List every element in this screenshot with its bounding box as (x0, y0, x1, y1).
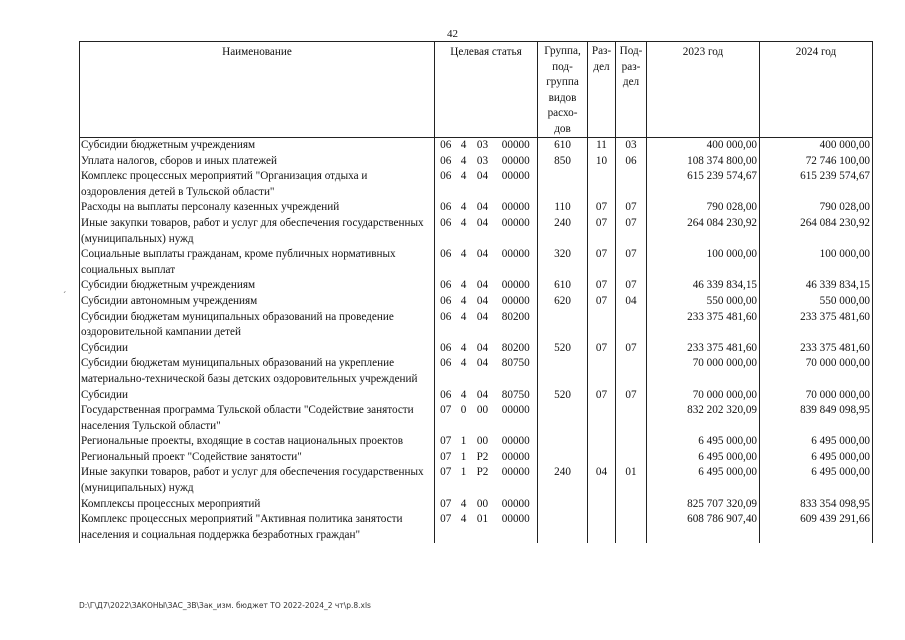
subsection: 03 (616, 138, 647, 154)
target-subprogram: 1 (460, 435, 467, 448)
expense-group: 610 (538, 278, 588, 294)
target-code: 00000 (495, 138, 538, 154)
expense-group: 520 (538, 388, 588, 404)
target-program: 07 (435, 403, 457, 434)
expense-group: 240 (538, 216, 588, 247)
section (588, 450, 616, 466)
target-code: 80750 (501, 388, 530, 401)
expense-group (538, 403, 588, 434)
target-subprogram: 1 (460, 466, 467, 479)
target-subprogram: 0 (460, 404, 467, 417)
table-row (80, 200, 873, 216)
expense-group: 850 (538, 154, 588, 170)
expense-group: 110 (538, 200, 588, 216)
table-row (80, 465, 873, 496)
target-event: 04 (476, 341, 489, 354)
target-event: 04 (476, 388, 489, 401)
amount-2023: 608 786 907,40 (647, 512, 760, 543)
header-line: расхо- (547, 107, 578, 119)
target-program: 06 (435, 341, 457, 357)
expense-group (538, 497, 588, 513)
amount-2023: 400 000,00 (647, 138, 760, 154)
row-name: Уплата налогов, сборов и иных платежей (81, 154, 277, 167)
header-2023: 2023 год (647, 42, 760, 138)
header-group (538, 42, 588, 138)
target-program: 07 (435, 497, 457, 513)
amount-2024: 550 000,00 (760, 294, 873, 310)
amount-2023: 70 000 000,00 (647, 356, 760, 387)
target-code: 80750 (501, 357, 530, 370)
amount-2023: 233 375 481,60 (647, 341, 760, 357)
row-name: Субсидии (81, 388, 128, 401)
subsection (616, 356, 647, 387)
subsection (616, 434, 647, 450)
target-program: 06 (435, 216, 457, 247)
expense-group (538, 434, 588, 450)
target-event: 04 (476, 357, 489, 370)
target-event: 03 (471, 138, 495, 154)
section: 07 (588, 247, 616, 278)
header-line: под- (552, 60, 573, 73)
table-row (80, 341, 873, 357)
subsection (616, 512, 647, 543)
subsection: 07 (616, 200, 647, 216)
header-line: раз- (621, 60, 641, 73)
amount-2024: 6 495 000,00 (760, 465, 873, 496)
target-subprogram: 4 (460, 201, 467, 214)
section (588, 403, 616, 434)
target-subprogram: 4 (460, 294, 467, 307)
target-subprogram: 4 (460, 216, 467, 229)
subsection (616, 310, 647, 341)
subsection (616, 169, 647, 200)
amount-2023: 615 239 574,67 (647, 169, 760, 200)
target-subprogram: 4 (460, 154, 467, 167)
target-event: 00 (476, 404, 489, 417)
target-code: 00000 (501, 294, 530, 307)
target-subprogram: 4 (460, 341, 467, 354)
target-program: 07 (435, 434, 457, 450)
amount-2024: 609 439 291,66 (760, 512, 873, 543)
expense-group: 240 (538, 465, 588, 496)
amount-2023: 6 495 000,00 (647, 450, 760, 466)
section (588, 434, 616, 450)
target-code: 00000 (501, 513, 530, 526)
section (588, 512, 616, 543)
target-code: 00000 (501, 170, 530, 183)
header-line: видов (548, 91, 577, 104)
table-row (80, 310, 873, 341)
target-program: 06 (435, 310, 457, 341)
amount-2023: 550 000,00 (647, 294, 760, 310)
amount-2024: 400 000,00 (760, 138, 873, 154)
target-code: 80200 (501, 310, 530, 323)
header-line: дел (622, 76, 640, 88)
amount-2023: 70 000 000,00 (647, 388, 760, 404)
table-row (80, 169, 873, 200)
row-name: Комплексы процессных мероприятий (81, 497, 261, 510)
subsection: 07 (616, 388, 647, 404)
header-line: Группа, (544, 45, 581, 57)
table-row (80, 388, 873, 404)
header-line: дов (554, 122, 571, 135)
table-row (80, 356, 873, 387)
header-name: Наименование (80, 42, 435, 138)
target-subprogram: 4 (457, 138, 471, 154)
target-event: 04 (476, 279, 489, 292)
amount-2023: 108 374 800,00 (647, 154, 760, 170)
table-row (80, 216, 873, 247)
target-code: 00000 (501, 404, 530, 417)
row-name: Социальные выплаты гражданам, кроме публичных нормативных социальных выплат (81, 248, 396, 276)
amount-2023: 825 707 320,09 (647, 497, 760, 513)
target-event: 04 (476, 170, 489, 183)
target-program: 06 (435, 247, 457, 278)
expense-group: 620 (538, 294, 588, 310)
subsection: 04 (616, 294, 647, 310)
amount-2023: 790 028,00 (647, 200, 760, 216)
amount-2023: 832 202 320,09 (647, 403, 760, 434)
header-2024: 2024 год (760, 42, 873, 138)
target-subprogram: 4 (460, 170, 467, 183)
target-program: 06 (435, 154, 457, 170)
section: 07 (588, 278, 616, 294)
target-code: 00000 (501, 201, 530, 214)
amount-2024: 839 849 098,95 (760, 403, 873, 434)
table-row (80, 450, 873, 466)
table-row (80, 247, 873, 278)
table-row (80, 138, 873, 154)
target-program: 06 (435, 200, 457, 216)
header-line: Раз- (591, 45, 612, 57)
amount-2023: 233 375 481,60 (647, 310, 760, 341)
section: 07 (588, 216, 616, 247)
amount-2024: 233 375 481,60 (760, 341, 873, 357)
section: 11 (588, 138, 616, 154)
target-event: 00 (476, 497, 489, 510)
amount-2023: 6 495 000,00 (647, 434, 760, 450)
target-event: P2 (476, 466, 489, 479)
target-program: 07 (435, 512, 457, 543)
target-subprogram: 4 (460, 497, 467, 510)
amount-2024: 233 375 481,60 (760, 310, 873, 341)
expense-group (538, 356, 588, 387)
header-target: Целевая статья (435, 42, 538, 138)
expense-group (538, 310, 588, 341)
target-code: 00000 (501, 154, 530, 167)
row-name: Иные закупки товаров, работ и услуг для обеспечения государственных (муниципальных) нужд (81, 216, 424, 245)
target-code: 00000 (501, 216, 530, 229)
row-name: Региональные проекты, входящие в состав национальных проектов (81, 435, 403, 448)
target-event: 00 (476, 435, 489, 448)
table-row (80, 278, 873, 294)
page-number: 42 (447, 28, 458, 40)
amount-2024: 70 000 000,00 (760, 356, 873, 387)
target-program: 06 (435, 278, 457, 294)
expense-group: 610 (538, 138, 588, 154)
header-line: Под- (619, 45, 643, 57)
target-code: 00000 (501, 450, 530, 463)
subsection: 07 (616, 278, 647, 294)
subsection: 06 (616, 154, 647, 170)
amount-2023: 46 339 834,15 (647, 278, 760, 294)
target-event: 04 (476, 248, 489, 261)
target-event: 01 (476, 513, 489, 526)
section (588, 310, 616, 341)
target-code: 00000 (501, 435, 530, 448)
subsection: 07 (616, 247, 647, 278)
amount-2024: 790 028,00 (760, 200, 873, 216)
target-event: 04 (476, 294, 489, 307)
amount-2024: 615 239 574,67 (760, 169, 873, 200)
section: 07 (588, 388, 616, 404)
expense-group (538, 512, 588, 543)
header-section (588, 42, 616, 138)
amount-2023: 264 084 230,92 (647, 216, 760, 247)
table-row (80, 512, 873, 543)
row-name: Субсидии бюджетным учреждениям (81, 279, 256, 292)
section: 07 (588, 200, 616, 216)
target-program: 07 (435, 450, 457, 466)
section (588, 169, 616, 200)
target-subprogram: 1 (460, 450, 467, 463)
amount-2024: 72 746 100,00 (760, 154, 873, 170)
row-name: Комплекс процессных мероприятий "Организация отдыха и оздоровления детей в Тульской области" (81, 170, 368, 198)
table-row (80, 497, 873, 513)
section: 10 (588, 154, 616, 170)
subsection (616, 497, 647, 513)
target-code: 80200 (501, 341, 530, 354)
target-event: P2 (476, 450, 489, 463)
row-name: Иные закупки товаров, работ и услуг для обеспечения государственных (муниципальных) нужд (81, 466, 424, 495)
amount-2024: 46 339 834,15 (760, 278, 873, 294)
target-event: 04 (476, 310, 489, 323)
target-subprogram: 4 (460, 279, 467, 292)
target-program: 06 (435, 356, 457, 387)
section (588, 356, 616, 387)
section (588, 497, 616, 513)
table-row (80, 154, 873, 170)
row-name: Субсидии автономным учреждениям (81, 294, 258, 307)
target-event: 04 (476, 216, 489, 229)
section: 04 (588, 465, 616, 496)
target-subprogram: 4 (460, 513, 467, 526)
row-name: Субсидии бюджетным учреждениям (80, 138, 435, 154)
expense-group: 520 (538, 341, 588, 357)
expense-group (538, 169, 588, 200)
row-name: Расходы на выплаты персоналу казенных учреждений (81, 201, 340, 214)
subsection (616, 450, 647, 466)
amount-2024: 6 495 000,00 (760, 450, 873, 466)
target-program: 07 (435, 465, 457, 496)
row-name: Региональный проект "Содействие занятости" (81, 450, 302, 463)
target-program: 06 (435, 138, 457, 154)
header-line: дел (593, 60, 610, 73)
target-event: 04 (476, 201, 489, 214)
header-line: группа (546, 76, 579, 88)
row-name: Субсидии (81, 341, 128, 354)
amount-2024: 833 354 098,95 (760, 497, 873, 513)
target-code: 00000 (501, 466, 530, 479)
header-subsection (616, 42, 647, 138)
target-program: 06 (435, 169, 457, 200)
target-code: 00000 (501, 497, 530, 510)
table-row (80, 294, 873, 310)
amount-2023: 100 000,00 (647, 247, 760, 278)
subsection (616, 403, 647, 434)
subsection: 01 (616, 465, 647, 496)
table-header (80, 42, 873, 138)
amount-2024: 264 084 230,92 (760, 216, 873, 247)
target-event: 03 (476, 154, 489, 167)
file-path-footer: D:\Г\Д7\2022\ЗАКОНЫ\ЗАС_3В\Зак_изм. бюджет ТО 2022-2024_2 чт\р.8.xls (79, 601, 371, 610)
subsection: 07 (616, 216, 647, 247)
table-row (80, 403, 873, 434)
budget-table (79, 41, 873, 543)
amount-2023: 6 495 000,00 (647, 465, 760, 496)
target-program: 06 (435, 294, 457, 310)
target-code: 00000 (501, 279, 530, 292)
expense-group: 320 (538, 247, 588, 278)
subsection: 07 (616, 341, 647, 357)
table-row (80, 434, 873, 450)
target-subprogram: 4 (460, 388, 467, 401)
expense-group (538, 450, 588, 466)
section: 07 (588, 294, 616, 310)
target-subprogram: 4 (460, 310, 467, 323)
amount-2024: 100 000,00 (760, 247, 873, 278)
target-subprogram: 4 (460, 357, 467, 370)
row-name: Комплекс процессных мероприятий "Активная политика занятости населения и социальная поддержка безработных граждан" (81, 513, 403, 541)
row-name: Субсидии бюджетам муниципальных образований на проведение оздоровительной кампании детей (81, 310, 394, 339)
target-subprogram: 4 (460, 248, 467, 261)
target-code: 00000 (501, 248, 530, 261)
table-body (80, 138, 873, 544)
stray-mark: ˊ (63, 291, 67, 302)
row-name: Субсидии бюджетам муниципальных образований на укрепление материально-технической базы детских оздоровительных учреждений (81, 357, 418, 385)
target-program: 06 (435, 388, 457, 404)
row-name: Государственная программа Тульской области "Содействие занятости населения Тульской области" (81, 404, 414, 432)
amount-2024: 70 000 000,00 (760, 388, 873, 404)
section: 07 (588, 341, 616, 357)
amount-2024: 6 495 000,00 (760, 434, 873, 450)
